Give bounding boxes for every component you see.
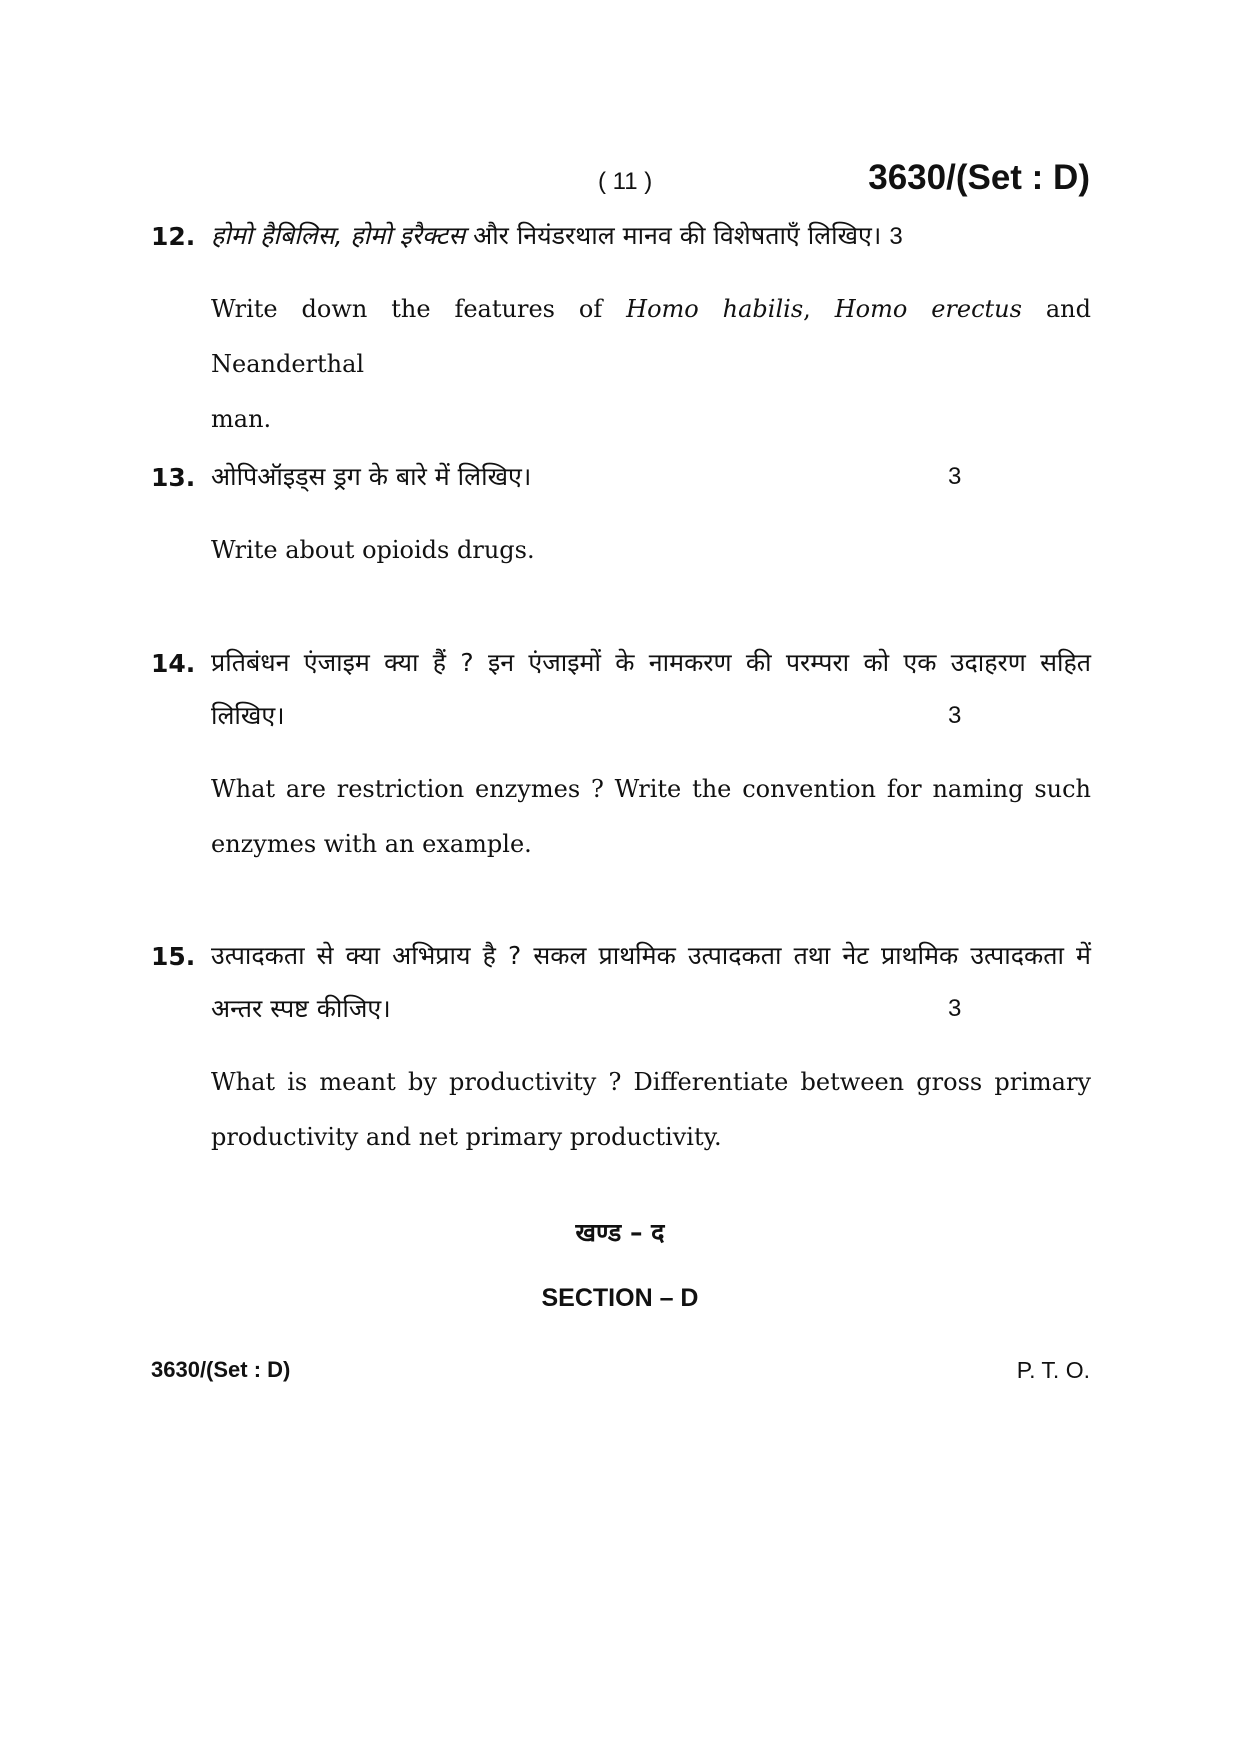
english-line: Write down the features of Homo habilis, Homo erectus and Neanderthal <box>211 295 1092 378</box>
english-line: man. <box>211 405 272 433</box>
question-hindi-text: ओपिऑइड्स ड्रग के बारे में लिखिए। <box>211 462 532 491</box>
english-line: What are restriction enzymes ? Write the convention for naming such <box>211 775 1091 803</box>
question-number: 15. <box>151 942 196 971</box>
english-line: productivity and net primary productivity. <box>211 1123 722 1151</box>
question-marks: 3 <box>948 995 962 1022</box>
question-marks: 3 <box>948 702 962 729</box>
question-number: 12. <box>151 222 196 251</box>
footer-paper-code: 3630/(Set : D) <box>151 1357 291 1382</box>
footer-pto: P. T. O. <box>1016 1357 1090 1383</box>
hindi-italic-species: होमो हैबिलिस, होमो इरैक्टस <box>211 221 466 250</box>
question-number: 14. <box>151 649 196 678</box>
question-english-text <box>211 282 1091 447</box>
question-hindi-text: होमो हैबिलिस, होमो इरैक्टस और नियंडरथाल मानव की विशेषताएँ लिखिए। 3 <box>211 221 903 250</box>
question-hindi-text: उत्पादकता से क्या अभिप्राय है ? सकल प्राथमिक उत्पादकता तथा नेट प्राथमिक उत्पादकता में <box>211 941 1091 970</box>
question-english-text <box>211 1055 1091 1165</box>
question-hindi-text: लिखिए। <box>211 701 285 730</box>
question-marks: 3 <box>948 463 962 490</box>
question-hindi-text: अन्तर स्पष्ट कीजिए। <box>211 994 391 1023</box>
english-line: What is meant by productivity ? Differentiate between gross primary <box>211 1068 1091 1096</box>
section-heading-english: SECTION – D <box>541 1284 699 1312</box>
question-marks: 3 <box>889 223 903 250</box>
english-line: Write about opioids drugs. <box>211 536 535 564</box>
question-number: 13. <box>151 463 196 492</box>
page-number: ( 11 ) <box>598 168 653 195</box>
section-heading-hindi: खण्ड – द <box>575 1218 665 1247</box>
question-hindi-text: प्रतिबंधन एंजाइम क्या हैं ? इन एंजाइमों के नामकरण की परम्परा को एक उदाहरण सहित <box>211 648 1091 677</box>
question-english-text <box>211 523 1091 578</box>
question-english-text <box>211 762 1091 872</box>
english-line: enzymes with an example. <box>211 830 532 858</box>
paper-code-header: 3630/(Set : D) <box>868 158 1090 197</box>
